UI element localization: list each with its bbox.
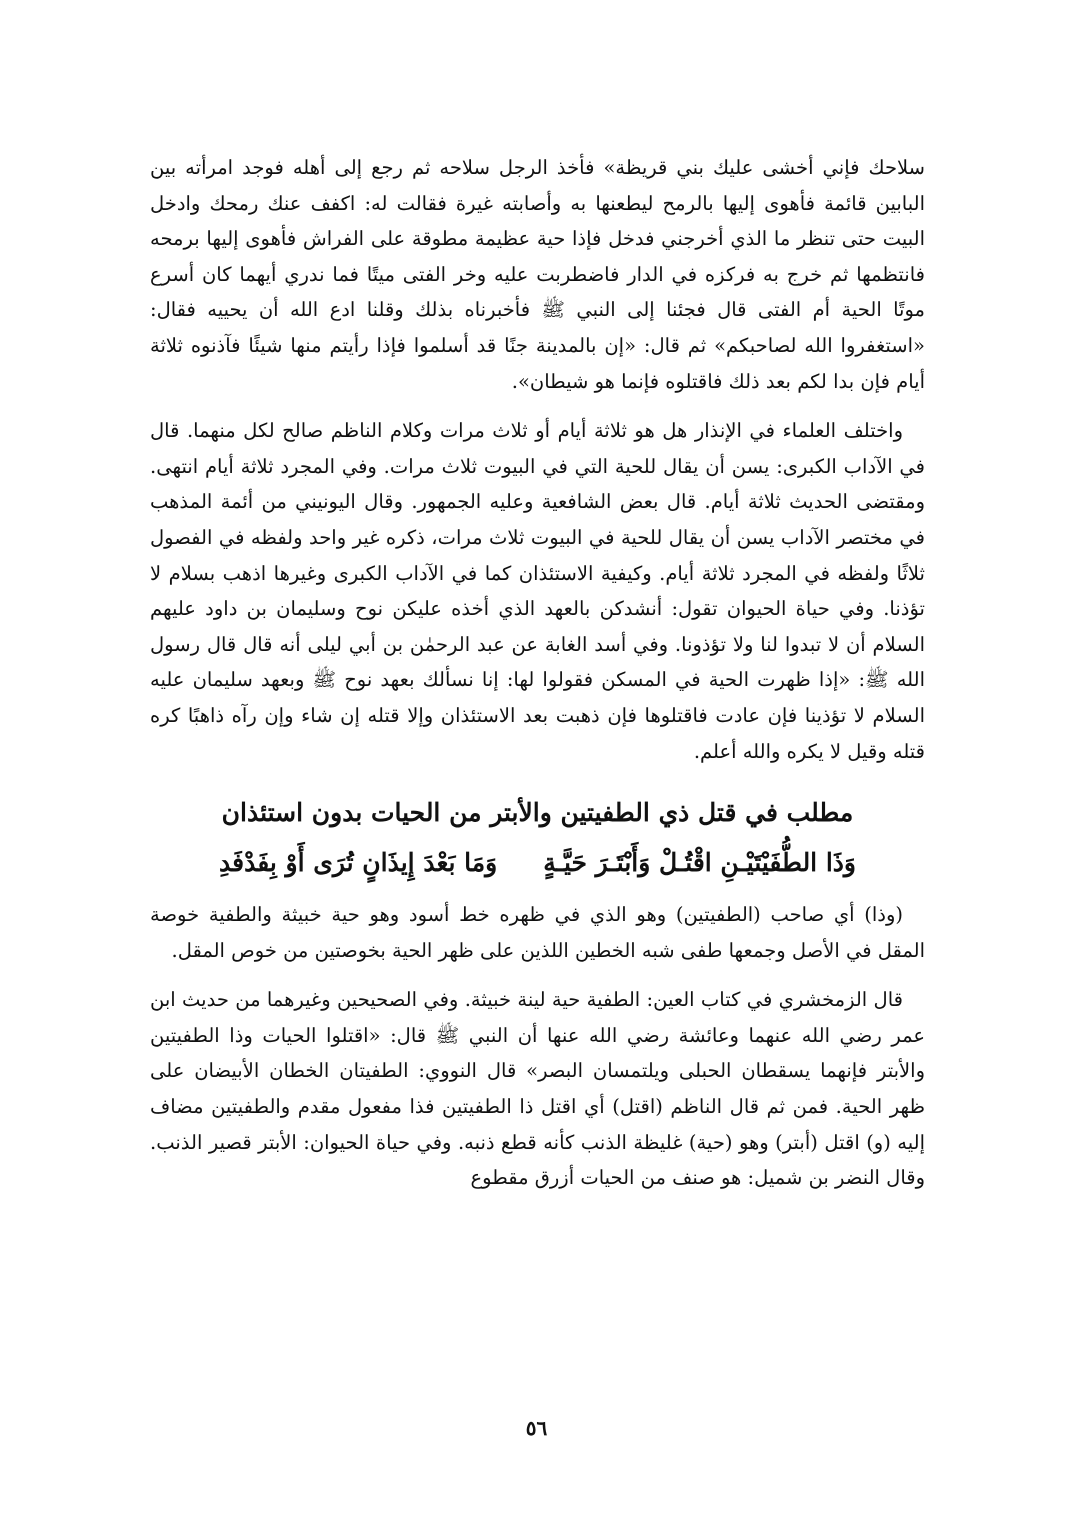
verse-second-hemistich: وَمَا بَعْدَ إِيذَانٍ تُرَى أَوْ بِفَدْفَدِ (219, 848, 498, 878)
poem-verse (150, 839, 925, 887)
page-body (150, 150, 925, 1210)
verse-first-hemistich: وَذَا الطُّفَيْتَيْـنِ اقْتُـلْ وَأَبْتَـرَ حَيَّـةٍ (543, 848, 856, 878)
paragraph-warning-disagreement: واختلف العلماء في الإنذار هل هو ثلاثة أيام أو ثلاث مرات وكلام الناظم صالح لكل منهما. قال في الآداب الكبرى: يسن أن يقال للحية التي في البيوت ثلاث مرات. وفي المجرد ثلاثة أيام انتهى. ومقتضى الحديث ثلاثة أيام. قال بعض الشافعية وعليه الجمهور. وقال اليونيني من أئمة المذهب في مختصر الآداب يسن أن يقال للحية في البيوت ثلاث مرات، ذكره غير واحد ولفظه في الفصول ثلاثًا ولفظه في المجرد ثلاثة أيام. وكيفية الاستئذان كما في الآداب الكبرى وغيرها اذهب بسلام لا تؤذنا. وفي حياة الحيوان تقول: أنشدكن بالعهد الذي أخذه عليكن نوح وسليمان بن داود عليهم السلام أن لا تبدوا لنا ولا تؤذونا. وفي أسد الغابة عن عبد الرحمٰن بن أبي ليلى أنه قال قال رسول الله ﷺ: «إذا ظهرت الحية في المسكن فقولوا لها: إنا نسألك بعهد نوح ﷺ وبعهد سليمان عليه السلام لا تؤذينا فإن عادت فاقتلوها فإن ذهبت بعد الاستئذان وإلا قتله إن شاء وإن رآه ذاهبًا كره قتله وقيل لا يكره والله أعلم. (150, 419, 925, 763)
paragraph-zamakhshari: قال الزمخشري في كتاب العين: الطفية حية لينة خبيثة. وفي الصحيحين وغيرهما من حديث ابن عمر رضي الله عنهما وعائشة رضي الله عنها أن النبي ﷺ قال: «اقتلوا الحيات وذا الطفيتين والأبتر فإنهما يسقطان الحبلى ويلتمسان البصر» قال النووي: الطفيتان الخطان الأبيضان على ظهر الحية. فمن ثم قال الناظم (اقتل) أي اقتل ذا الطفيتين فذا مفعول مقدم والطفيتين مضاف إليه (و) اقتل (أبتر) وهو (حية) غليظة الذنب كأنه قطع ذنبه. وفي حياة الحيوان: الأبتر قصير الذنب. وقال النضر بن شميل: هو صنف من الحيات أزرق مقطوع (150, 988, 925, 1190)
section-heading: مطلب في قتل ذي الطفيتين والأبتر من الحيات بدون استئذان (221, 798, 854, 828)
paragraph-tufaytayn-definition: (وذا) أي صاحب (الطفيتين) وهو الذي في ظهره خط أسود وهو حية خبيثة والطفية خوصة المقل في الأصل وجمعها طفى شبه الخطين اللذين على ظهر الحية بخوصتين من خوص المقل. (150, 903, 925, 962)
paragraph-snake-story: سلاحك فإني أخشى عليك بني قريظة» فأخذ الرجل سلاحه ثم رجع إلى أهله فوجد امرأته بين البابين قائمة فأهوى إليها بالرمح ليطعنها به وأصابته غيرة فقالت له: اكفف عنك رمحك وادخل البيت حتى تنظر ما الذي أخرجني فدخل فإذا حية عظيمة مطوقة على الفراش فأهوى إليها برمحه فانتظمها ثم خرج به فركزه في الدار فاضطربت عليه وخر الفتى ميتًا فما ندري أيهما كان أسرع موتًا الحية أم الفتى قال فجئنا إلى النبي ﷺ فأخبرناه بذلك وقلنا ادع الله أن يحييه فقال: «استغفروا الله لصاحبكم» ثم قال: «إن بالمدينة جنًا قد أسلموا فإذا رأيتم منها شيئًا فآذنوه ثلاثة أيام فإن بدا لكم بعد ذلك فاقتلوه فإنما هو شيطان». (150, 156, 925, 393)
page-number: ٥٦ (525, 1416, 548, 1440)
